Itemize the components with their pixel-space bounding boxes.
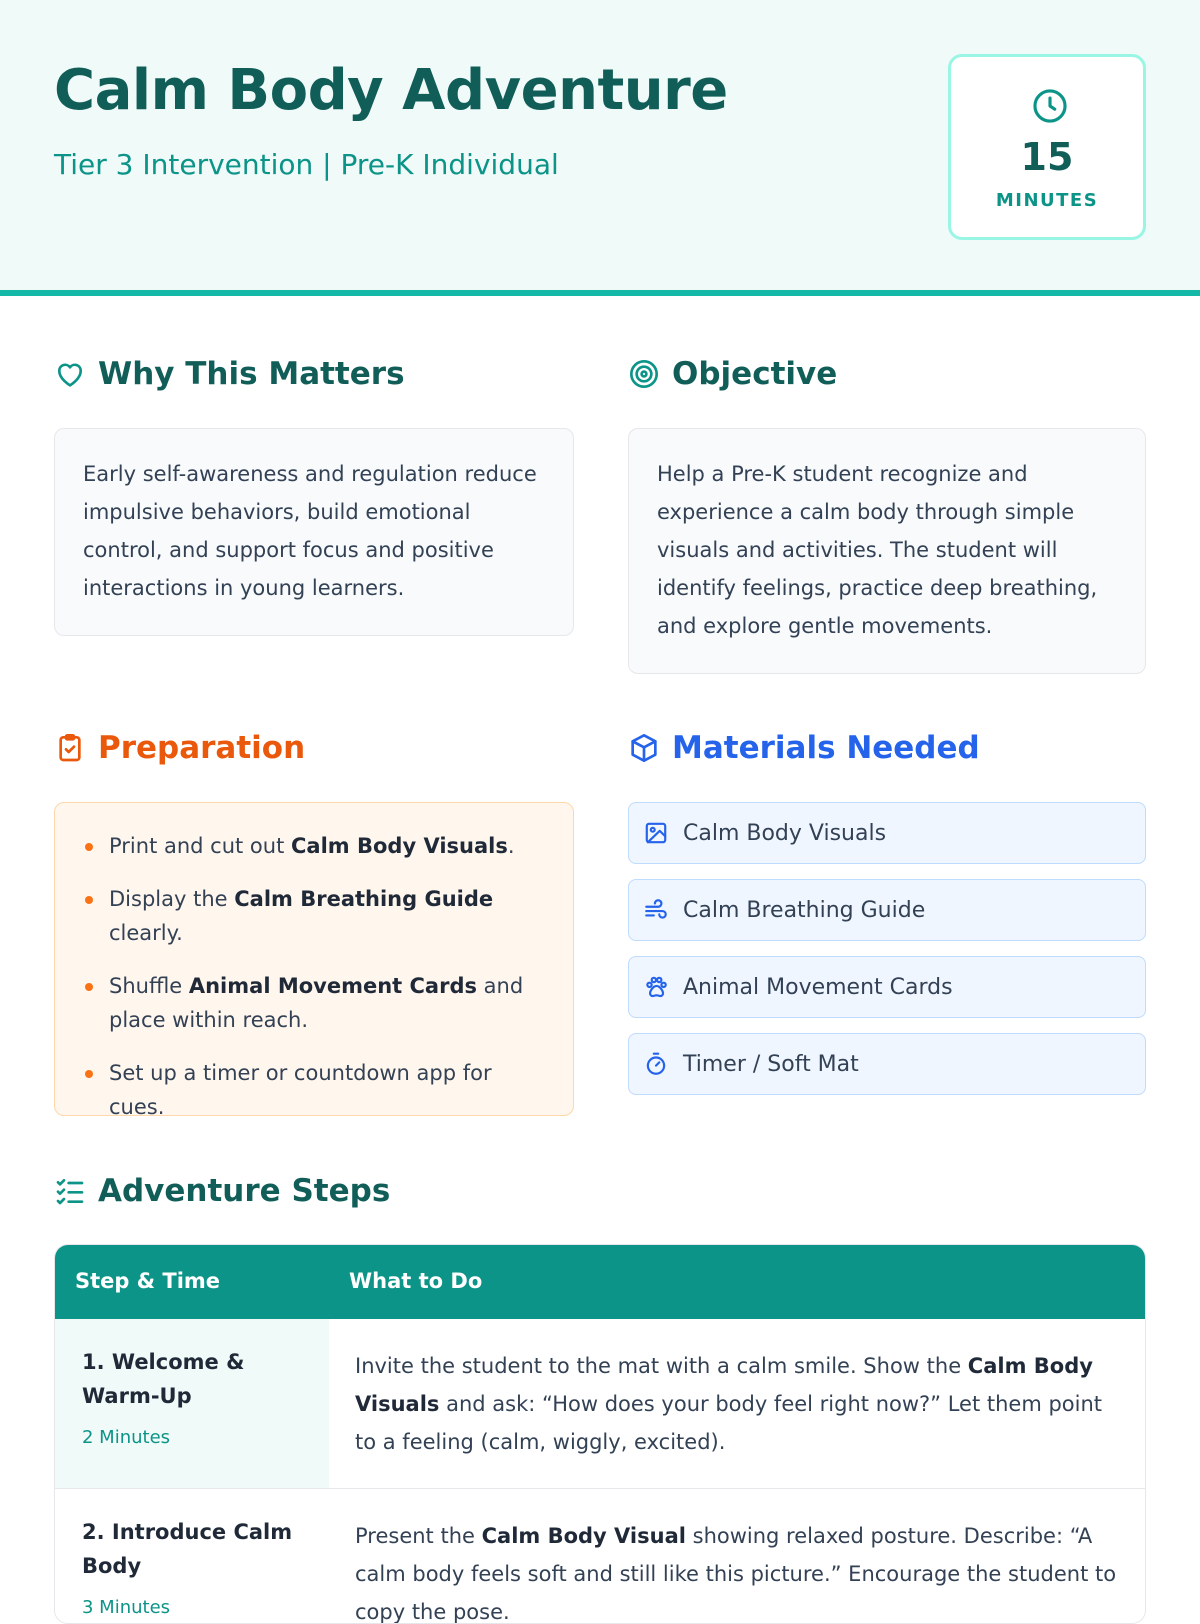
material-label: Animal Movement Cards	[683, 974, 953, 1000]
timer-icon	[643, 1051, 669, 1077]
bullet-icon	[85, 843, 93, 851]
preparation-item: Print and cut out Calm Body Visuals.	[83, 829, 553, 863]
box-icon	[628, 732, 660, 764]
step-time: 2 Minutes	[82, 1427, 171, 1448]
preparation-heading	[54, 730, 305, 766]
materials-heading	[628, 730, 980, 766]
steps-table	[54, 1244, 1146, 1624]
preparation-item: Shuffle Animal Movement Cards and place within reach.	[83, 969, 553, 1037]
material-item	[628, 1033, 1146, 1095]
step-title: 2. Introduce Calm Body	[82, 1520, 293, 1578]
duration-card	[948, 54, 1146, 240]
why-body: Early self-awareness and regulation reduce impulsive behaviors, build emotional control, and support focus and positive interactions in young learners.	[83, 462, 537, 600]
preparation-list	[83, 829, 553, 1143]
steps-heading-text: Adventure Steps	[98, 1173, 391, 1209]
why-heading	[54, 356, 405, 392]
preparation-item: Set up a timer or countdown app for cues.	[83, 1056, 553, 1124]
clipboard-check-icon	[54, 732, 86, 764]
objective-panel	[628, 428, 1146, 674]
wind-icon	[643, 897, 669, 923]
bullet-icon	[85, 896, 93, 904]
step-cell	[55, 1489, 329, 1624]
material-label: Calm Breathing Guide	[683, 897, 926, 923]
objective-heading	[628, 356, 837, 392]
page-header	[0, 0, 1200, 296]
objective-body: Help a Pre-K student recognize and experience a calm body through simple visuals and activities. The student will identify feelings, practice deep breathing, and explore gentle movements.	[657, 462, 1098, 638]
bullet-icon	[85, 983, 93, 991]
page-subtitle: Tier 3 Intervention | Pre-K Individual	[54, 148, 559, 181]
column-header-what: What to Do	[349, 1269, 483, 1293]
step-cell	[55, 1319, 329, 1488]
materials-heading-text: Materials Needed	[672, 730, 980, 766]
page-title: Calm Body Adventure	[54, 58, 728, 123]
heart-icon	[54, 358, 86, 390]
duration-unit: MINUTES	[995, 190, 1099, 211]
step-title: 1. Welcome & Warm-Up	[82, 1350, 245, 1408]
preparation-heading-text: Preparation	[98, 730, 306, 766]
table-row	[55, 1489, 1145, 1624]
preparation-item: Display the Calm Breathing Guide clearly.	[83, 882, 553, 950]
step-time: 3 Minutes	[82, 1597, 171, 1618]
steps-heading	[54, 1173, 390, 1209]
why-panel	[54, 428, 574, 636]
step-description: Invite the student to the mat with a calm smile. Show the Calm Body Visuals and ask: “How does your body feel right now?” Let them point to a feeling (calm, wiggly, excited).	[355, 1354, 1103, 1454]
step-description: Present the Calm Body Visual showing relaxed posture. Describe: “A calm body feels soft and still like this picture.” Encourage the student to copy the pose.	[355, 1524, 1117, 1624]
preparation-panel	[54, 802, 574, 1119]
bullet-icon	[85, 1070, 93, 1078]
duration-value: 15	[1020, 135, 1074, 179]
table-row	[55, 1319, 1145, 1489]
objective-heading-text: Objective	[672, 356, 838, 392]
material-label: Timer / Soft Mat	[683, 1051, 859, 1077]
why-heading-text: Why This Matters	[98, 356, 405, 392]
table-header	[55, 1245, 1145, 1319]
image-icon	[643, 820, 669, 846]
material-label: Calm Body Visuals	[683, 820, 887, 846]
material-item	[628, 802, 1146, 864]
list-checks-icon	[54, 1175, 86, 1207]
column-header-step: Step & Time	[75, 1269, 221, 1293]
paw-icon	[643, 974, 669, 1000]
material-item	[628, 956, 1146, 1018]
material-item	[628, 879, 1146, 941]
clock-icon	[1031, 87, 1069, 125]
target-icon	[628, 358, 660, 390]
